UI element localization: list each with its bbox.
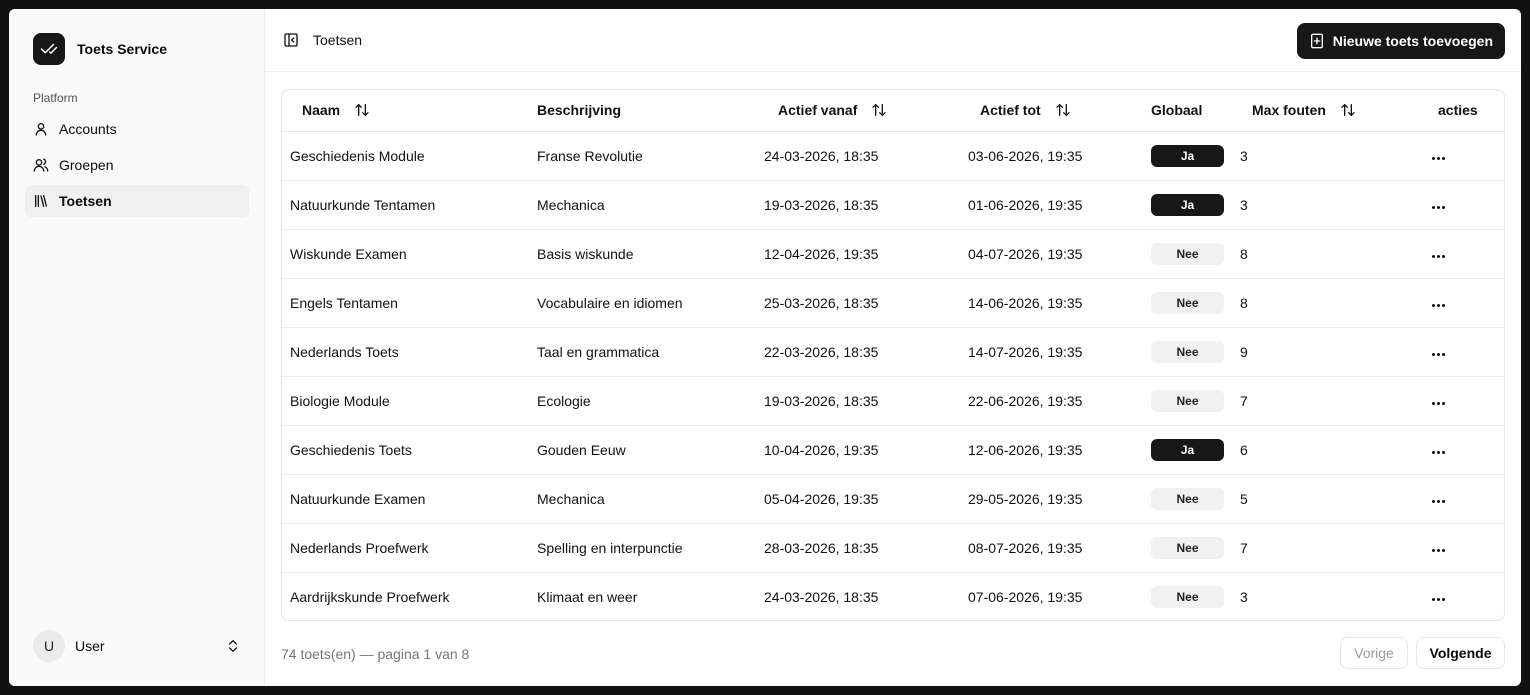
sidebar-item-accounts[interactable] — [25, 113, 249, 145]
cell-actief-tot: 29-05-2026, 19:35 — [968, 490, 1083, 507]
cell-actief-tot: 14-06-2026, 19:35 — [968, 294, 1083, 311]
status-badge: Nee — [1151, 341, 1224, 363]
cell-actief-vanaf: 22-03-2026, 18:35 — [764, 343, 879, 360]
main-content — [265, 9, 1521, 686]
cell-acties — [1412, 327, 1505, 376]
cell-actief-tot: 14-07-2026, 19:35 — [968, 343, 1083, 360]
sidebar — [9, 9, 265, 686]
cell-max-fouten: 5 — [1240, 490, 1248, 507]
avatar: U — [33, 630, 65, 662]
col-label: Actief vanaf — [778, 102, 858, 119]
table-row[interactable] — [282, 523, 1505, 572]
table-row[interactable] — [282, 474, 1505, 523]
col-label: Actief tot — [980, 102, 1041, 119]
nav-group-label: Platform — [33, 91, 78, 105]
more-options-icon[interactable] — [1428, 153, 1449, 164]
col-actief-vanaf — [757, 90, 960, 131]
cell-actief-tot: 12-06-2026, 19:35 — [968, 441, 1083, 458]
status-badge: Ja — [1151, 439, 1224, 461]
cell-globaal — [1142, 376, 1232, 425]
user-menu[interactable] — [25, 628, 249, 664]
cell-beschrijving: Franse Revolutie — [537, 147, 643, 164]
cell-actief-tot: 22-06-2026, 19:35 — [968, 392, 1083, 409]
cell-beschrijving: Mechanica — [537, 196, 605, 213]
cell-max-fouten: 3 — [1240, 147, 1248, 164]
col-actief-tot — [960, 90, 1142, 131]
status-badge: Nee — [1151, 243, 1224, 265]
col-label: acties — [1438, 102, 1478, 119]
cell-max-fouten: 6 — [1240, 441, 1248, 458]
more-options-icon[interactable] — [1428, 349, 1449, 360]
cell-globaal — [1142, 131, 1232, 180]
cell-actief-tot: 03-06-2026, 19:35 — [968, 147, 1083, 164]
table-header-row — [282, 90, 1505, 131]
cell-globaal — [1142, 572, 1232, 621]
pagination — [1340, 637, 1505, 669]
cell-max-fouten: 7 — [1240, 539, 1248, 556]
cell-max-fouten: 3 — [1240, 196, 1248, 213]
col-label: Max fouten — [1252, 102, 1326, 119]
sort-icon[interactable] — [1055, 102, 1071, 118]
tests-table — [281, 89, 1505, 621]
cell-actief-tot: 07-06-2026, 19:35 — [968, 588, 1083, 605]
col-globaal — [1142, 90, 1232, 131]
brand[interactable] — [33, 33, 167, 65]
table-row[interactable] — [282, 229, 1505, 278]
cell-actief-tot: 01-06-2026, 19:35 — [968, 196, 1083, 213]
cell-max-fouten: 8 — [1240, 245, 1248, 262]
cell-actief-vanaf: 05-04-2026, 19:35 — [764, 490, 879, 507]
col-beschrijving — [529, 90, 757, 131]
cell-acties — [1412, 278, 1505, 327]
cell-naam: Geschiedenis Module — [290, 147, 425, 164]
cell-acties — [1412, 523, 1505, 572]
cell-naam: Natuurkunde Examen — [290, 490, 426, 507]
breadcrumb: Toetsen — [313, 32, 363, 48]
cell-max-fouten: 3 — [1240, 588, 1248, 605]
cell-naam: Wiskunde Examen — [290, 245, 407, 262]
topbar — [265, 9, 1521, 72]
sort-icon[interactable] — [354, 102, 370, 118]
cell-acties — [1412, 425, 1505, 474]
status-badge: Ja — [1151, 194, 1224, 216]
cell-globaal — [1142, 229, 1232, 278]
next-page-button[interactable]: Volgende — [1416, 637, 1505, 669]
cell-actief-vanaf: 24-03-2026, 18:35 — [764, 588, 879, 605]
sort-icon[interactable] — [871, 102, 887, 118]
cell-acties — [1412, 376, 1505, 425]
col-max-fouten — [1232, 90, 1412, 131]
more-options-icon[interactable] — [1428, 300, 1449, 311]
cell-naam: Nederlands Toets — [290, 343, 399, 360]
more-options-icon[interactable] — [1428, 398, 1449, 409]
cell-naam: Natuurkunde Tentamen — [290, 196, 436, 213]
cell-globaal — [1142, 278, 1232, 327]
cell-actief-vanaf: 28-03-2026, 18:35 — [764, 539, 879, 556]
col-label: Globaal — [1151, 102, 1203, 119]
cell-acties — [1412, 131, 1505, 180]
col-acties — [1412, 90, 1505, 131]
check-check-icon — [33, 33, 65, 65]
status-badge: Nee — [1151, 292, 1224, 314]
status-badge: Ja — [1151, 145, 1224, 167]
status-badge: Nee — [1151, 390, 1224, 412]
sidebar-item-label: Accounts — [59, 121, 117, 137]
status-badge: Nee — [1151, 537, 1224, 559]
cell-actief-tot: 08-07-2026, 19:35 — [968, 539, 1083, 556]
brand-name: Toets Service — [77, 41, 168, 57]
table-row[interactable] — [282, 572, 1505, 621]
sidebar-item-toetsen[interactable] — [25, 185, 249, 217]
cell-beschrijving: Gouden Eeuw — [537, 441, 626, 458]
cell-beschrijving: Klimaat en weer — [537, 588, 638, 605]
table-row[interactable] — [282, 278, 1505, 327]
cell-beschrijving: Vocabulaire en idiomen — [537, 294, 683, 311]
sidebar-item-groepen[interactable] — [25, 149, 249, 181]
add-test-button-label: Nieuwe toets toevoegen — [1332, 33, 1493, 49]
table-row[interactable] — [282, 180, 1505, 229]
sort-icon[interactable] — [1340, 102, 1356, 118]
cell-naam: Geschiedenis Toets — [290, 441, 412, 458]
cell-acties — [1412, 572, 1505, 621]
more-options-icon[interactable] — [1428, 594, 1449, 605]
app-window — [9, 9, 1521, 686]
cell-actief-vanaf: 25-03-2026, 18:35 — [764, 294, 879, 311]
table-row[interactable] — [282, 327, 1505, 376]
cell-actief-vanaf: 19-03-2026, 18:35 — [764, 392, 879, 409]
sidebar-toggle-icon[interactable] — [283, 32, 299, 48]
cell-beschrijving: Basis wiskunde — [537, 245, 634, 262]
sidebar-nav — [25, 113, 249, 221]
more-options-icon[interactable] — [1428, 447, 1449, 458]
more-options-icon[interactable] — [1428, 202, 1449, 213]
more-options-icon[interactable] — [1428, 545, 1449, 556]
cell-globaal — [1142, 327, 1232, 376]
more-options-icon[interactable] — [1428, 496, 1449, 507]
more-options-icon[interactable] — [1428, 251, 1449, 262]
user-name: User — [75, 638, 105, 654]
status-badge: Nee — [1151, 488, 1224, 510]
file-plus-icon — [1309, 33, 1325, 49]
cell-actief-vanaf: 12-04-2026, 19:35 — [764, 245, 879, 262]
cell-naam: Engels Tentamen — [290, 294, 398, 311]
cell-globaal — [1142, 474, 1232, 523]
table-row[interactable] — [282, 131, 1505, 180]
cell-actief-vanaf: 19-03-2026, 18:35 — [764, 196, 879, 213]
add-test-button[interactable] — [1297, 23, 1505, 59]
cell-acties — [1412, 229, 1505, 278]
cell-naam: Biologie Module — [290, 392, 390, 409]
cell-beschrijving: Mechanica — [537, 490, 605, 507]
status-badge: Nee — [1151, 586, 1224, 608]
sidebar-item-label: Groepen — [59, 157, 114, 173]
cell-globaal — [1142, 425, 1232, 474]
cell-actief-tot: 04-07-2026, 19:35 — [968, 245, 1083, 262]
previous-page-button[interactable]: Vorige — [1340, 637, 1408, 669]
cell-naam: Nederlands Proefwerk — [290, 539, 429, 556]
col-label: Naam — [302, 102, 341, 119]
sidebar-item-label: Toetsen — [59, 193, 112, 209]
pagination-summary: 74 toets(en) — pagina 1 van 8 — [281, 646, 470, 662]
cell-actief-vanaf: 24-03-2026, 18:35 — [764, 147, 879, 164]
cell-max-fouten: 7 — [1240, 392, 1248, 409]
col-naam — [282, 90, 529, 131]
chevrons-up-down-icon — [225, 638, 241, 654]
col-label: Beschrijving — [537, 102, 622, 119]
cell-acties — [1412, 180, 1505, 229]
cell-globaal — [1142, 180, 1232, 229]
users-icon — [33, 157, 49, 173]
table-row[interactable] — [282, 425, 1505, 474]
cell-naam: Aardrijkskunde Proefwerk — [290, 588, 450, 605]
table-row[interactable] — [282, 376, 1505, 425]
cell-actief-vanaf: 10-04-2026, 19:35 — [764, 441, 879, 458]
cell-globaal — [1142, 523, 1232, 572]
cell-beschrijving: Spelling en interpunctie — [537, 539, 683, 556]
library-icon — [33, 193, 49, 209]
cell-max-fouten: 9 — [1240, 343, 1248, 360]
cell-acties — [1412, 474, 1505, 523]
user-icon — [33, 121, 49, 137]
cell-beschrijving: Ecologie — [537, 392, 591, 409]
cell-max-fouten: 8 — [1240, 294, 1248, 311]
cell-beschrijving: Taal en grammatica — [537, 343, 660, 360]
